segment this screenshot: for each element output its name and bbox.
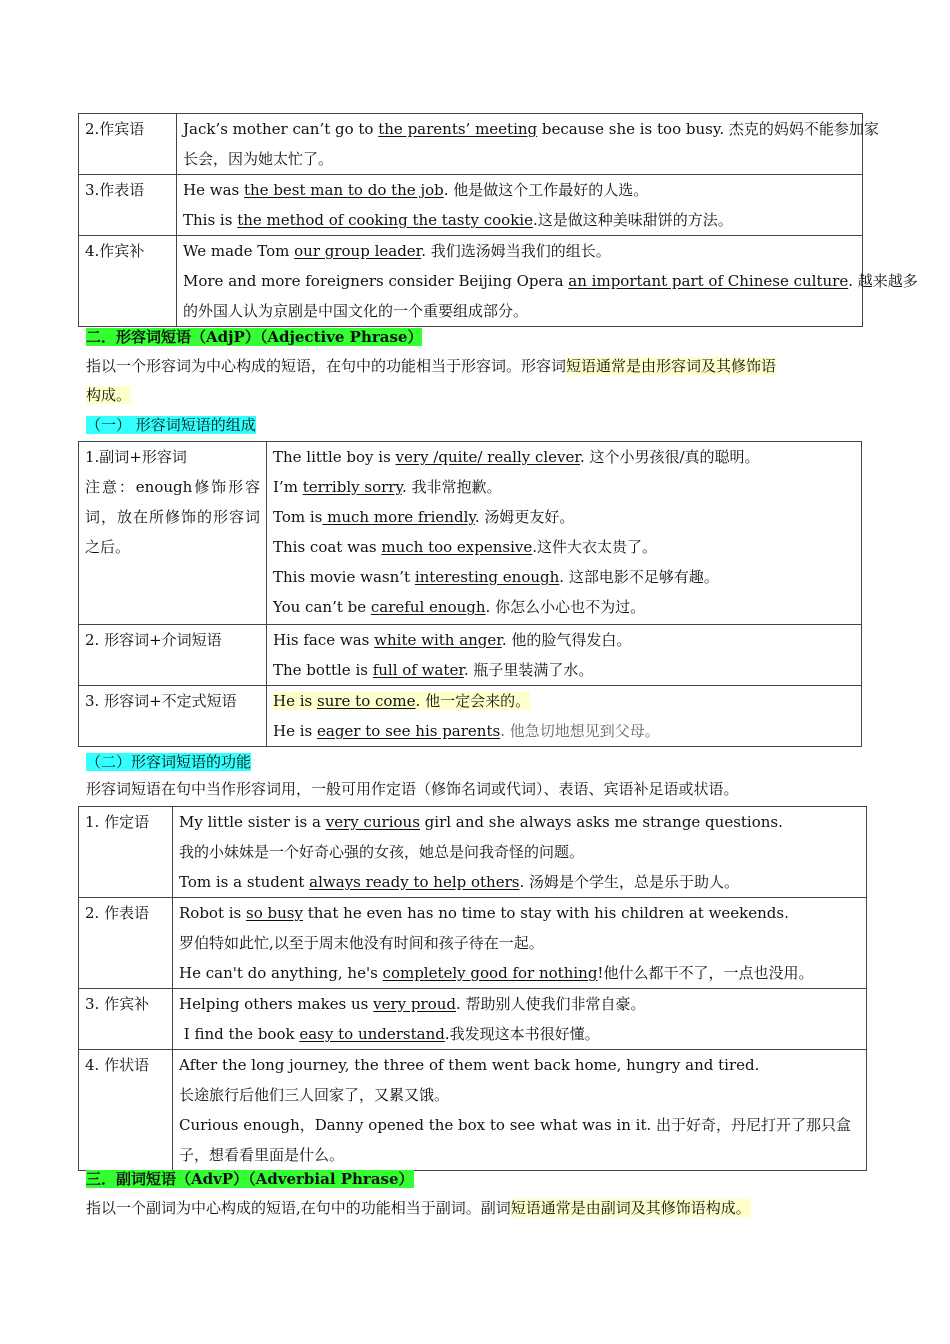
example-line: 长会，因为她太忙了。: [183, 150, 334, 168]
example-line: The bottle is full of water. 瓶子里装满了水。: [273, 661, 594, 679]
table-row: [79, 898, 867, 989]
example-line: He is sure to come. 他一定会来的。: [273, 692, 531, 710]
example-line: More and more foreigners consider Beijing Opera an important part of Chinese culture. 越来越多: [183, 272, 918, 290]
example-line: 长途旅行后他们三人回家了，又累又饿。: [179, 1086, 450, 1104]
example-line: Jack’s mother can’t go to the parents’ meeting because she is too busy. 杰克的妈妈不能参加家: [183, 120, 879, 138]
example-line: Helping others makes us very proud. 帮助别人使我们非常自豪。: [179, 995, 646, 1013]
section-intro: 指以一个副词为中心构成的短语,在句中的功能相当于副词。副词短语通常是由副词及其修饰语构成。: [86, 1199, 751, 1217]
row-label: 2.作宾语: [79, 114, 177, 175]
table-row: [79, 442, 862, 625]
example-line: This movie wasn’t interesting enough. 这部电影不足够有趣。: [273, 568, 719, 586]
row-content: [267, 686, 862, 747]
subsection-heading: （二）形容词短语的功能: [86, 753, 252, 771]
row-content: [177, 175, 863, 236]
row-content: [173, 898, 867, 989]
row-content: [177, 114, 879, 175]
row-content: [267, 442, 862, 625]
section-intro: 形容词短语在句中当作形容词用，一般可用作定语（修饰名词或代词）、表语、宾语补足语或状语。: [86, 780, 739, 798]
example-line: My little sister is a very curious girl and she always asks me strange questions.: [179, 813, 783, 831]
row-content: [177, 236, 918, 327]
table-row: [79, 686, 862, 747]
table-row: [79, 625, 862, 686]
example-line: You can’t be careful enough. 你怎么小心也不为过。: [273, 598, 646, 616]
example-line: This coat was much too expensive.这件大衣太贵了。: [273, 538, 658, 556]
example-line: I find the book easy to understand.我发现这本书很好懂。: [179, 1025, 600, 1043]
example-line: Tom is much more friendly. 汤姆更友好。: [273, 508, 575, 526]
example-line: He can't do anything, he's completely good for nothing!他什么都干不了，一点也没用。: [179, 964, 814, 982]
noun-phrase-function-table: [78, 113, 918, 327]
example-line: We made Tom our group leader. 我们选汤姆当我们的组长。: [183, 242, 611, 260]
adjp-function-table: [78, 806, 867, 1171]
example-line: 的外国人认为京剧是中国文化的一个重要组成部分。: [183, 302, 529, 320]
subsection-heading: （一） 形容词短语的组成: [86, 416, 256, 434]
row-label: 4. 作状语: [79, 1050, 173, 1171]
table-row: [79, 114, 863, 175]
section-heading-advp: 三．副词短语（AdvP）（Adverbial Phrase）: [86, 1170, 414, 1188]
table-row: [79, 807, 867, 898]
example-line: 子，想看看里面是什么。: [179, 1146, 345, 1164]
example-line: This is the method of cooking the tasty cookie.这是做这种美味甜饼的方法。: [183, 211, 733, 229]
table-row: [79, 989, 867, 1050]
row-label: 2. 形容词+介词短语: [79, 625, 267, 686]
row-label: 3. 形容词+不定式短语: [79, 686, 267, 747]
example-line: Robot is so busy that he even has no time to stay with his children at weekends.: [179, 904, 789, 922]
table-row: [79, 1050, 867, 1171]
row-label: 4.作宾补: [79, 236, 177, 327]
example-line: 我的小妹妹是一个好奇心强的女孩，她总是问我奇怪的问题。: [179, 843, 585, 861]
example-line: After the long journey, the three of them went back home, hungry and tired.: [179, 1056, 760, 1074]
section-intro: 指以一个形容词为中心构成的短语，在句中的功能相当于形容词。形容词短语通常是由形容词及其修饰语 构成。: [86, 357, 777, 404]
row-label: 2. 作表语: [79, 898, 173, 989]
row-label: 3.作表语: [79, 175, 177, 236]
example-line: Curious enough，Danny opened the box to see what was in it. 出于好奇，丹尼打开了那只盒: [179, 1116, 852, 1134]
row-content: [267, 625, 862, 686]
row-label: 3. 作宾补: [79, 989, 173, 1050]
example-line: He is eager to see his parents. 他急切地想见到父母。: [273, 722, 660, 740]
row-content: [173, 989, 867, 1050]
table-row: [79, 236, 863, 327]
example-line: His face was white with anger. 他的脸气得发白。: [273, 631, 632, 649]
row-label: 1. 作定语: [79, 807, 173, 898]
adjp-composition-table: [78, 441, 862, 747]
row-note: 注意：enough修饰形容词，放在所修饰的形容词之后。: [85, 478, 260, 556]
example-line: Tom is a student always ready to help others. 汤姆是个学生，总是乐于助人。: [179, 873, 740, 891]
row-label: 1.副词+形容词 注意：enough修饰形容词，放在所修饰的形容词之后。: [79, 442, 267, 625]
example-line: The little boy is very /quite/ really clever. 这个小男孩很/真的聪明。: [273, 448, 760, 466]
row-content: [173, 807, 867, 898]
table-row: [79, 175, 863, 236]
example-line: I’m terribly sorry. 我非常抱歉。: [273, 478, 502, 496]
row-content: [173, 1050, 867, 1171]
section-heading-adjp: 二．形容词短语（AdjP）（Adjective Phrase）: [86, 328, 423, 346]
example-line: 罗伯特如此忙,以至于周末他没有时间和孩子待在一起。: [179, 934, 544, 952]
example-line: He was the best man to do the job. 他是做这个工作最好的人选。: [183, 181, 649, 199]
